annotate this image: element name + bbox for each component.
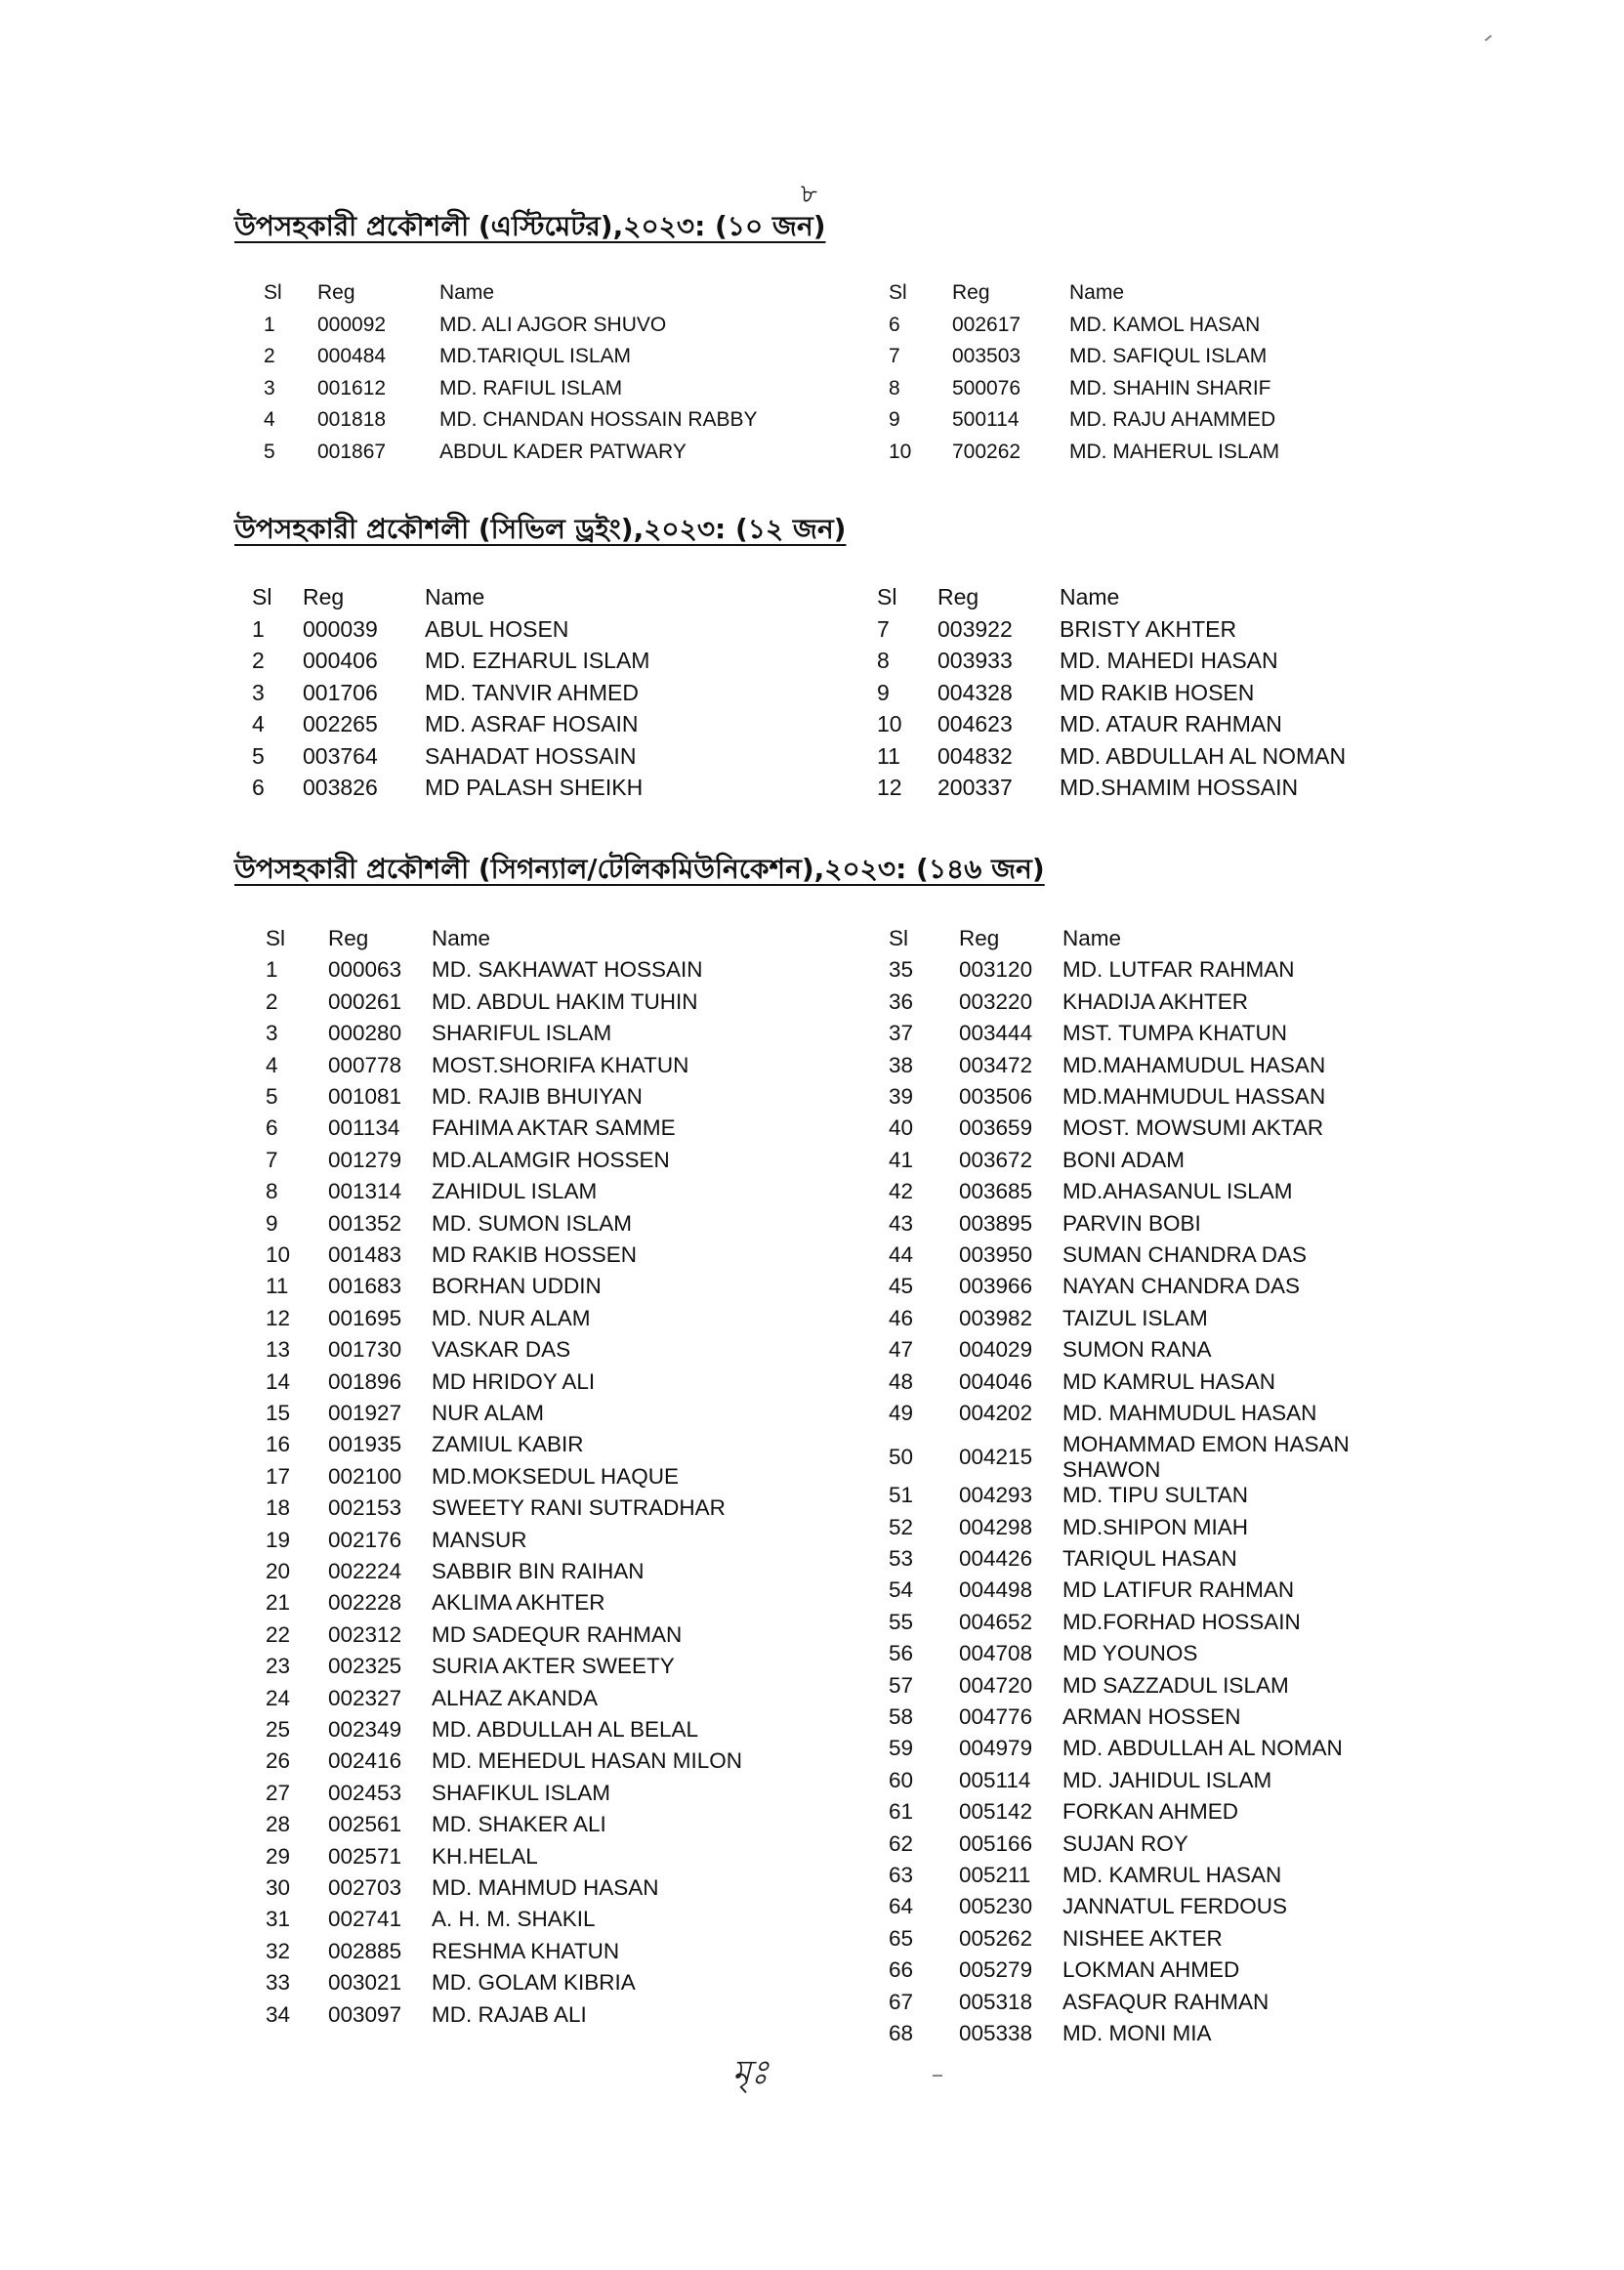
serial-cell: 4 [264,408,275,431]
name-header: Name [425,584,485,610]
reg-cell: 005279 [959,1957,1033,1983]
name-cell: MD. TANVIR AHMED [425,679,639,705]
serial-cell: 33 [266,1970,291,1996]
serial-cell: 22 [266,1621,291,1647]
name-cell: MOST.SHORIFA KHATUN [432,1052,689,1077]
reg-cell: 003826 [303,775,378,800]
reg-cell: 004498 [959,1577,1033,1603]
name-cell: FAHIMA AKTAR SAMME [432,1115,676,1141]
reg-cell: 000039 [303,615,378,642]
serial-cell: 61 [889,1799,914,1825]
name-cell: PARVIN BOBI [1062,1210,1201,1236]
reg-header: Reg [317,281,355,304]
serial-cell: 19 [266,1527,291,1552]
name-cell: MD.MAHAMUDUL HASAN [1062,1052,1326,1077]
serial-cell: 6 [252,775,265,800]
reg-cell: 001818 [317,408,387,431]
sl-header: Sl [889,926,909,950]
serial-cell: 43 [889,1210,914,1236]
serial-cell: 26 [266,1748,291,1774]
name-cell: MD RAKIB HOSSEN [432,1242,638,1267]
name-cell: MD. ATAUR RAHMAN [1060,711,1282,736]
name-cell: MD. MAHEDI HASAN [1060,648,1278,673]
reg-cell: 002176 [328,1527,402,1552]
serial-cell: 39 [889,1084,914,1109]
reg-cell: 004652 [959,1609,1033,1634]
name-cell: KH.HELAL [432,1843,538,1869]
name-cell: MD.SHIPON MIAH [1062,1514,1249,1539]
reg-cell: 003220 [959,988,1033,1014]
reg-cell: 003966 [959,1274,1033,1299]
serial-cell: 30 [266,1875,291,1900]
serial-cell: 63 [889,1863,914,1888]
reg-cell: 002453 [328,1780,402,1805]
name-cell: AKLIMA AKHTER [432,1590,605,1616]
reg-cell: 500114 [952,408,1020,431]
name-cell: MD. MAHERUL ISLAM [1069,440,1280,463]
serial-cell: 32 [266,1938,291,1963]
name-cell: MD.TARIQUL ISLAM [439,345,632,367]
reg-cell: 001134 [328,1115,400,1141]
reg-cell: 003021 [328,1970,402,1996]
reg-cell: 001483 [328,1242,402,1267]
serial-cell: 8 [266,1179,278,1204]
reg-cell: 003672 [959,1147,1033,1172]
reg-cell: 005142 [959,1799,1033,1825]
serial-cell: 62 [889,1830,914,1856]
serial-cell: 25 [266,1717,291,1742]
serial-cell: 11 [266,1274,289,1299]
name-cell: SURIA AKTER SWEETY [432,1654,675,1679]
name-cell: TAIZUL ISLAM [1062,1305,1208,1330]
name-cell: MD. GOLAM KIBRIA [432,1970,636,1996]
serial-cell: 34 [266,2001,291,2027]
reg-cell: 002100 [328,1463,402,1489]
reg-cell: 003503 [952,345,1021,367]
name-cell: SUJAN ROY [1062,1830,1188,1856]
reg-cell: 000261 [328,988,402,1014]
name-cell: MD.AHASANUL ISLAM [1062,1179,1293,1204]
serial-cell: 40 [889,1115,914,1141]
name-cell: MD PALASH SHEIKH [425,775,644,800]
serial-cell: 58 [889,1704,914,1730]
serial-cell: 18 [266,1495,291,1521]
name-cell: MD. ABDULLAH AL NOMAN [1060,742,1347,769]
serial-cell: 6 [889,313,900,336]
reg-cell: 001352 [328,1210,402,1236]
serial-cell: 57 [889,1672,914,1698]
serial-cell: 23 [266,1654,291,1679]
serial-cell: 56 [889,1641,914,1666]
reg-cell: 001927 [328,1401,402,1425]
name-cell: BONI ADAM [1062,1147,1186,1172]
serial-cell: 16 [266,1432,291,1457]
name-cell: MD. JAHIDUL ISLAM [1062,1767,1272,1792]
reg-cell: 004832 [937,742,1013,769]
name-cell: MD. ABDULLAH AL BELAL [432,1717,699,1742]
name-cell: MD. SHAKER ALI [432,1812,606,1837]
name-cell-continuation: SHAWON [1062,1456,1161,1482]
name-cell: MD HRIDOY ALI [432,1368,596,1394]
name-cell: MD. SAKHAWAT HOSSAIN [432,957,703,983]
serial-cell: 2 [264,345,275,367]
name-cell: NISHEE AKTER [1062,1925,1223,1951]
reg-cell: 002885 [328,1938,402,1963]
reg-cell: 003922 [937,615,1013,642]
serial-cell: 10 [877,711,902,736]
serial-cell: 51 [889,1483,914,1508]
name-cell: MD. RAFIUL ISLAM [439,376,623,399]
name-cell: SUMON RANA [1062,1337,1212,1363]
name-cell: ARMAN HOSSEN [1062,1704,1241,1730]
reg-cell: 000778 [328,1052,402,1077]
reg-cell: 000063 [328,957,402,983]
serial-cell: 3 [264,376,275,399]
name-cell: BORHAN UDDIN [432,1274,602,1299]
reg-cell: 001896 [328,1368,402,1394]
reg-cell: 003444 [959,1021,1033,1046]
name-cell: MD.FORHAD HOSSAIN [1062,1609,1301,1634]
serial-cell: 46 [889,1305,914,1330]
serial-cell: 10 [889,440,912,463]
name-header: Name [1069,281,1125,304]
serial-cell: 17 [266,1463,291,1489]
sl-header: Sl [877,584,897,610]
serial-cell: 9 [266,1210,278,1236]
name-cell: MD YOUNOS [1062,1641,1198,1666]
reg-cell: 005211 [959,1863,1031,1888]
name-cell: ALHAZ AKANDA [432,1685,599,1710]
name-cell: SWEETY RANI SUTRADHAR [432,1495,726,1521]
name-cell: FORKAN AHMED [1062,1799,1239,1825]
serial-cell: 24 [266,1685,291,1710]
reg-cell: 001612 [317,376,387,399]
serial-cell: 1 [266,957,278,983]
name-cell: MD. ASRAF HOSAIN [425,711,639,736]
serial-cell: 13 [266,1337,291,1363]
sl-header: Sl [889,281,907,304]
name-cell: BRISTY AKHTER [1060,615,1237,642]
name-cell: MD. ABDULLAH AL NOMAN [1062,1736,1343,1761]
section-title-civil-drawing: উপসহকারী প্রকৌশলী (সিভিল ড্রইং),২০২৩: (১২ জন) [234,513,847,545]
reg-cell: 000280 [328,1021,402,1046]
serial-cell: 37 [889,1021,914,1046]
reg-cell: 001706 [303,679,378,705]
name-cell: MD. ALI AJGOR SHUVO [439,313,667,336]
serial-cell: 8 [877,648,890,673]
serial-cell: 21 [266,1590,291,1616]
reg-cell: 005262 [959,1925,1033,1951]
sl-header: Sl [264,281,282,304]
name-cell: MD. TIPU SULTAN [1062,1483,1249,1508]
name-cell: MD SADEQUR RAHMAN [432,1621,683,1647]
serial-cell: 67 [889,1989,914,2014]
name-cell: ZAHIDUL ISLAM [432,1179,598,1204]
name-header: Name [1062,926,1122,950]
name-cell: MD. RAJIB BHUIYAN [432,1084,643,1109]
serial-cell: 64 [889,1894,914,1919]
name-cell: SHAFIKUL ISLAM [432,1780,610,1805]
reg-cell: 003982 [959,1305,1033,1330]
name-cell: SHARIFUL ISLAM [432,1021,612,1046]
reg-header: Reg [952,281,990,304]
name-cell: MD. MEHEDUL HASAN MILON [432,1748,742,1774]
name-cell: MD. ABDUL HAKIM TUHIN [432,988,698,1014]
reg-cell: 002561 [328,1812,402,1837]
name-cell: MD. SUMON ISLAM [432,1210,633,1236]
name-cell: SUMAN CHANDRA DAS [1062,1242,1308,1267]
reg-cell: 000484 [317,345,387,367]
name-cell: MST. TUMPA KHATUN [1062,1021,1288,1046]
name-header: Name [1060,584,1120,610]
serial-cell: 52 [889,1514,914,1539]
serial-cell: 3 [266,1021,278,1046]
name-cell: MD. MAHMUDUL HASAN [1062,1401,1317,1425]
serial-cell: 12 [877,775,902,800]
reg-cell: 000406 [303,648,378,673]
name-cell: ABDUL KADER PATWARY [439,440,687,463]
reg-cell: 500076 [952,376,1021,399]
reg-cell: 002617 [952,313,1021,336]
name-cell: MD KAMRUL HASAN [1062,1368,1275,1394]
scan-mark [1484,35,1491,42]
reg-cell: 004623 [937,711,1013,736]
serial-cell: 66 [889,1957,914,1983]
reg-cell: 005166 [959,1830,1033,1856]
serial-cell: 68 [889,2021,914,2046]
name-cell: MOHAMMAD EMON HASAN [1062,1432,1350,1457]
reg-cell: 002153 [328,1495,402,1521]
reg-cell: 001935 [328,1432,402,1457]
reg-cell: 003933 [937,648,1013,673]
serial-cell: 49 [889,1401,914,1425]
serial-cell: 27 [266,1780,291,1805]
name-cell: MD. RAJAB ALI [432,2001,587,2027]
serial-cell: 5 [264,440,275,463]
name-cell: MD LATIFUR RAHMAN [1062,1577,1295,1603]
name-cell: ZAMIUL KABIR [432,1432,584,1457]
serial-cell: 41 [889,1147,914,1172]
serial-cell: 53 [889,1546,914,1572]
reg-cell: 001081 [328,1084,402,1109]
name-cell: SAHADAT HOSSAIN [425,742,637,769]
reg-cell: 001730 [328,1337,402,1363]
name-cell: ABUL HOSEN [425,615,569,642]
serial-cell: 14 [266,1368,291,1394]
name-cell: ASFAQUR RAHMAN [1062,1989,1270,2014]
reg-cell: 004298 [959,1514,1033,1539]
name-cell: MD. NUR ALAM [432,1305,591,1330]
serial-cell: 45 [889,1274,914,1299]
name-cell: KHADIJA AKHTER [1062,988,1249,1014]
serial-cell: 9 [877,679,890,705]
name-cell: MD. MONI MIA [1062,2021,1212,2046]
reg-cell: 004979 [959,1736,1033,1761]
reg-cell: 004708 [959,1641,1033,1666]
reg-header: Reg [328,926,369,950]
serial-cell: 54 [889,1577,914,1603]
reg-cell: 001683 [328,1274,402,1299]
reg-cell: 200337 [937,775,1013,800]
section-title-estimator: উপসহকারী প্রকৌশলী (এস্টিমেটর),২০২৩: (১০ জন) [234,210,826,242]
serial-cell: 9 [889,408,900,431]
reg-cell: 004426 [959,1546,1033,1572]
name-cell: MD SAZZADUL ISLAM [1062,1672,1289,1698]
reg-cell: 002312 [328,1621,402,1647]
name-cell: MD. RAJU AHAMMED [1069,408,1276,431]
reg-cell: 004215 [959,1445,1033,1470]
name-cell: VASKAR DAS [432,1337,571,1363]
reg-cell: 001314 [328,1179,402,1204]
section-title-signal-telecom: উপসহকারী প্রকৌশলী (সিগন্যাল/টেলিকমিউনিকেশন),২০২৩: (১৪৬ জন) [234,853,1045,885]
name-cell: NAYAN CHANDRA DAS [1062,1274,1300,1299]
name-cell: MD.SHAMIM HOSSAIN [1060,775,1299,800]
page-number: ৮ [801,180,817,209]
reg-cell: 003685 [959,1179,1033,1204]
reg-cell: 004202 [959,1401,1033,1425]
serial-cell: 1 [252,615,265,642]
reg-cell: 005114 [959,1767,1031,1792]
name-cell: MD.ALAMGIR HOSSEN [432,1147,670,1172]
serial-cell: 60 [889,1767,914,1792]
name-cell: A. H. M. SHAKIL [432,1907,596,1932]
reg-cell: 005338 [959,2021,1033,2046]
reg-cell: 002327 [328,1685,402,1710]
serial-cell: 38 [889,1052,914,1077]
reg-cell: 004293 [959,1483,1033,1508]
name-cell: MD.MAHMUDUL HASSAN [1062,1084,1326,1109]
reg-header: Reg [303,584,345,610]
name-cell: MD. EZHARUL ISLAM [425,648,650,673]
name-cell: MD. CHANDAN HOSSAIN RABBY [439,408,758,431]
serial-cell: 59 [889,1736,914,1761]
reg-cell: 003506 [959,1084,1033,1109]
reg-cell: 700262 [952,440,1021,463]
reg-cell: 004328 [937,679,1013,705]
serial-cell: 4 [252,711,265,736]
reg-cell: 004776 [959,1704,1033,1730]
reg-cell: 002325 [328,1654,402,1679]
reg-cell: 003950 [959,1242,1033,1267]
reg-cell: 002416 [328,1748,402,1774]
name-header: Name [432,926,491,950]
reg-cell: 001279 [328,1147,402,1172]
serial-cell: 50 [889,1445,914,1470]
reg-cell: 000092 [317,313,387,336]
serial-cell: 7 [877,615,890,642]
serial-cell: 6 [266,1115,278,1141]
name-header: Name [439,281,495,304]
reg-cell: 002228 [328,1590,402,1616]
name-cell: MD. SAFIQUL ISLAM [1069,345,1268,367]
name-cell: SABBIR BIN RAIHAN [432,1559,645,1583]
reg-cell: 003659 [959,1115,1033,1141]
serial-cell: 55 [889,1609,914,1634]
serial-cell: 28 [266,1812,291,1837]
serial-cell: 2 [266,988,278,1014]
name-cell: TARIQUL HASAN [1062,1546,1237,1572]
sl-header: Sl [266,926,286,950]
serial-cell: 7 [266,1147,278,1172]
signature: মৃঃ [732,2053,770,2092]
serial-cell: 11 [877,742,900,769]
serial-cell: 5 [266,1084,278,1109]
serial-cell: 42 [889,1179,914,1204]
reg-cell: 002703 [328,1875,402,1900]
name-cell: MD. KAMRUL HASAN [1062,1863,1282,1888]
serial-cell: 47 [889,1337,914,1363]
name-cell: MOST. MOWSUMI AKTAR [1062,1115,1324,1141]
reg-cell: 003120 [959,957,1033,983]
serial-cell: 12 [266,1305,291,1330]
reg-cell: 002349 [328,1717,402,1742]
serial-cell: 44 [889,1242,914,1267]
serial-cell: 48 [889,1368,914,1394]
serial-cell: 65 [889,1925,914,1951]
name-cell: MD. MAHMUD HASAN [432,1875,659,1900]
name-cell: MD. KAMOL HASAN [1069,313,1261,336]
serial-cell: 3 [252,679,265,705]
serial-cell: 29 [266,1843,291,1869]
reg-cell: 003895 [959,1210,1033,1236]
serial-cell: 36 [889,988,914,1014]
reg-cell: 002571 [328,1843,402,1869]
reg-cell: 003097 [328,2001,402,2027]
reg-cell: 003472 [959,1052,1033,1077]
reg-cell: 001695 [328,1305,402,1330]
reg-header: Reg [959,926,1000,950]
serial-cell: 2 [252,648,265,673]
reg-cell: 002224 [328,1559,402,1583]
serial-cell: 8 [889,376,900,399]
reg-header: Reg [937,584,979,610]
reg-cell: 002265 [303,711,378,736]
serial-cell: 1 [264,313,275,336]
reg-cell: 005318 [959,1989,1033,2014]
scan-mark [933,2075,942,2077]
reg-cell: 005230 [959,1894,1033,1919]
serial-cell: 4 [266,1052,278,1077]
name-cell: JANNATUL FERDOUS [1062,1894,1288,1919]
name-cell: RESHMA KHATUN [432,1938,620,1963]
serial-cell: 7 [889,345,900,367]
name-cell: NUR ALAM [432,1401,545,1425]
reg-cell: 004046 [959,1368,1033,1394]
serial-cell: 15 [266,1401,291,1425]
serial-cell: 5 [252,742,265,769]
name-cell: MD. LUTFAR RAHMAN [1062,957,1295,983]
name-cell: MANSUR [432,1527,527,1552]
reg-cell: 001867 [317,440,387,463]
reg-cell: 003764 [303,742,378,769]
reg-cell: 002741 [328,1907,402,1932]
name-cell: MD RAKIB HOSEN [1060,679,1255,705]
serial-cell: 20 [266,1559,291,1583]
sl-header: Sl [252,584,272,610]
serial-cell: 10 [266,1242,291,1267]
serial-cell: 35 [889,957,914,983]
name-cell: MD. SHAHIN SHARIF [1069,376,1271,399]
reg-cell: 004029 [959,1337,1033,1363]
reg-cell: 004720 [959,1672,1033,1698]
name-cell: LOKMAN AHMED [1062,1957,1240,1983]
name-cell: MD.MOKSEDUL HAQUE [432,1463,679,1489]
serial-cell: 31 [266,1907,291,1932]
